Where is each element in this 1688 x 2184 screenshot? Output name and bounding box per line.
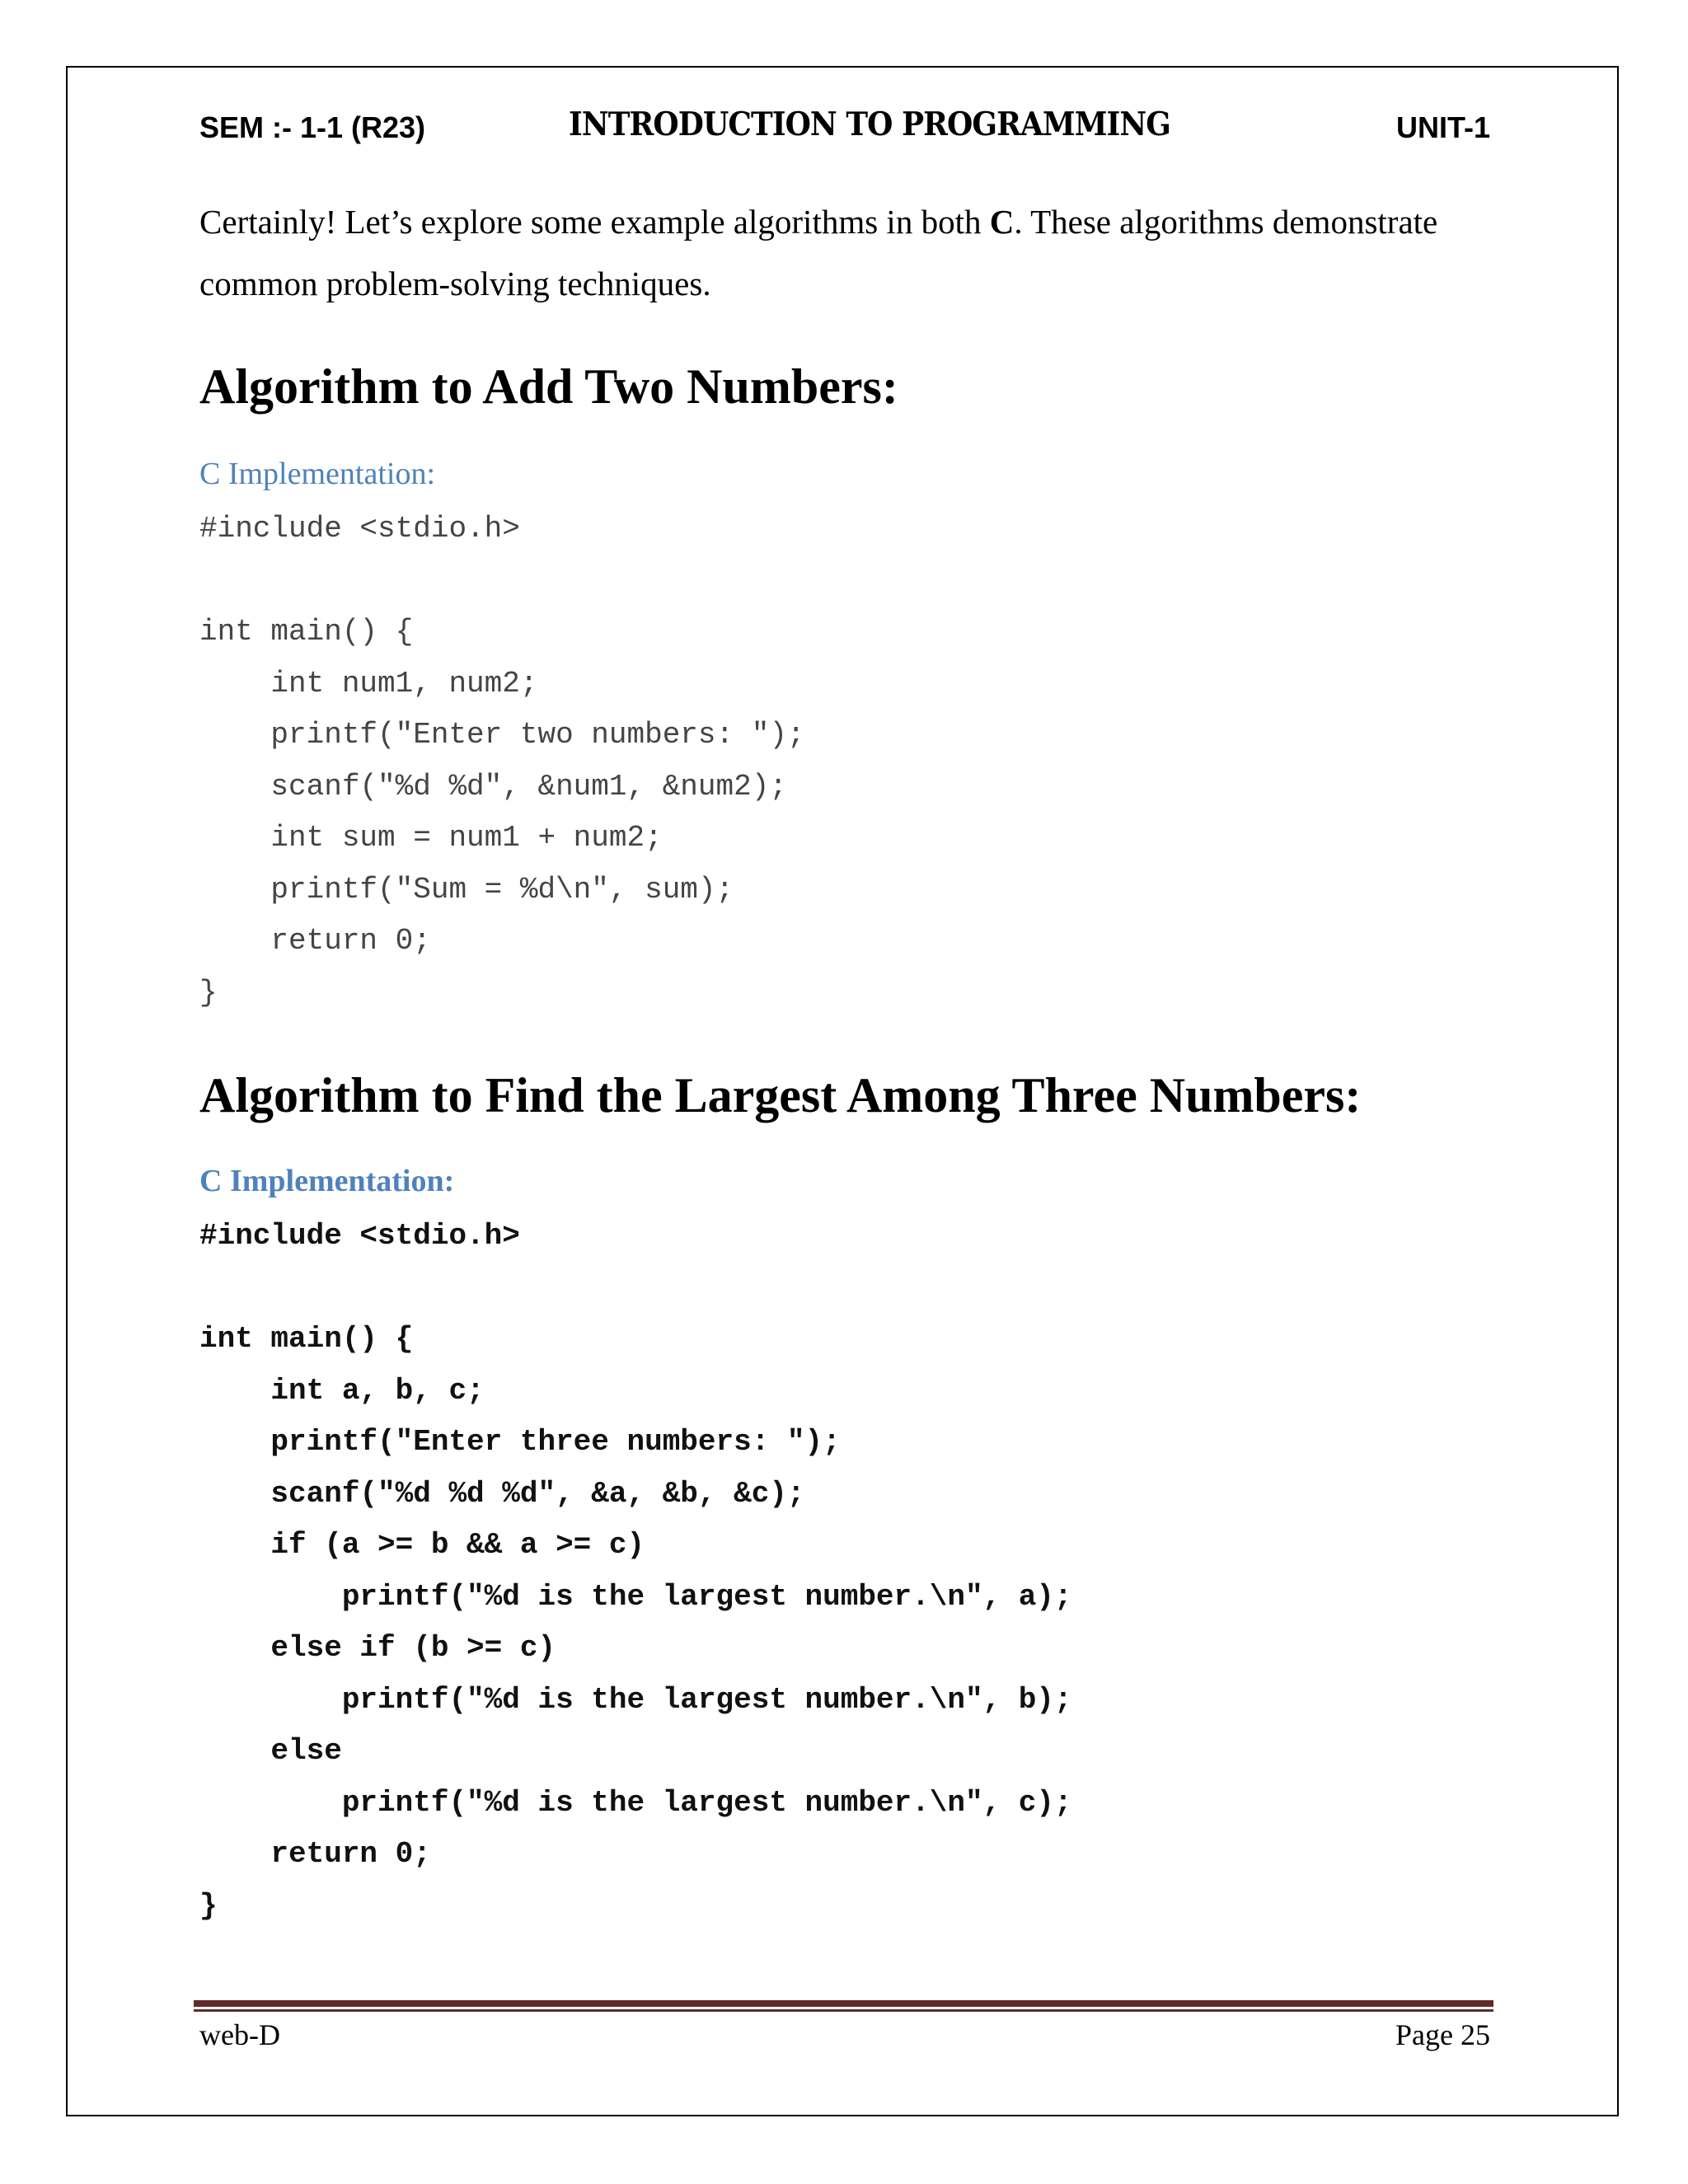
code-line: printf("%d is the largest number.\n", c);: [199, 1785, 1072, 1820]
intro-text-before: Certainly! Let’s explore some example algorithms in both: [199, 203, 990, 241]
code-line: else: [199, 1734, 342, 1768]
code-line: scanf("%d %d", &num1, &num2);: [199, 769, 787, 804]
code-line: printf("%d is the largest number.\n", a);: [199, 1579, 1072, 1614]
code-line: printf("Enter three numbers: ");: [199, 1425, 841, 1459]
code-line: else if (b >= c): [199, 1631, 556, 1665]
course-title: INTRODUCTION TO PROGRAMMING: [569, 105, 1170, 143]
section1-code-block: [199, 504, 805, 1019]
code-line: printf("Enter two numbers: ");: [199, 718, 805, 752]
section1-subheading: C Implementation:: [199, 457, 436, 491]
footer-rule-thin: [194, 2009, 1493, 2012]
intro-bold-c: C: [989, 203, 1015, 241]
unit-label: UNIT-1: [1395, 110, 1490, 144]
page-number: Page 25: [1395, 2018, 1490, 2051]
code-line: printf("%d is the largest number.\n", b);: [199, 1682, 1072, 1717]
page-header: [199, 105, 1490, 155]
code-line: printf("Sum = %d\n", sum);: [199, 872, 734, 907]
section2-heading: Algorithm to Find the Largest Among Three Numbers:: [199, 1068, 1362, 1122]
intro-paragraph: [199, 191, 1490, 315]
semester-label: SEM :- 1-1 (R23): [199, 110, 426, 144]
code-line: return 0;: [199, 924, 431, 958]
code-line: int a, b, c;: [199, 1373, 485, 1408]
code-line: [199, 1263, 1072, 1315]
code-line: scanf("%d %d %d", &a, &b, &c);: [199, 1476, 805, 1511]
section2-code-block: [199, 1211, 1072, 1932]
page-footer: [199, 2018, 1490, 2059]
intro-text-after: . These algorithms demonstrate common problem-solving techniques.: [199, 203, 1438, 302]
footer-rule-thick: [194, 2000, 1493, 2007]
code-line: }: [199, 1888, 218, 1923]
code-line: int main() {: [199, 615, 414, 649]
code-line: #include <stdio.h>: [199, 512, 520, 546]
code-line: int main() {: [199, 1322, 414, 1356]
code-line: }: [199, 975, 218, 1010]
code-line: [199, 555, 805, 607]
code-line: #include <stdio.h>: [199, 1219, 520, 1253]
code-line: int sum = num1 + num2;: [199, 821, 663, 855]
code-line: int num1, num2;: [199, 666, 538, 701]
footer-left-text: web-D: [199, 2018, 280, 2051]
section2-subheading: C Implementation:: [199, 1164, 455, 1198]
code-line: return 0;: [199, 1837, 431, 1871]
code-line: if (a >= b && a >= c): [199, 1528, 645, 1562]
section1-heading: Algorithm to Add Two Numbers:: [199, 359, 898, 414]
